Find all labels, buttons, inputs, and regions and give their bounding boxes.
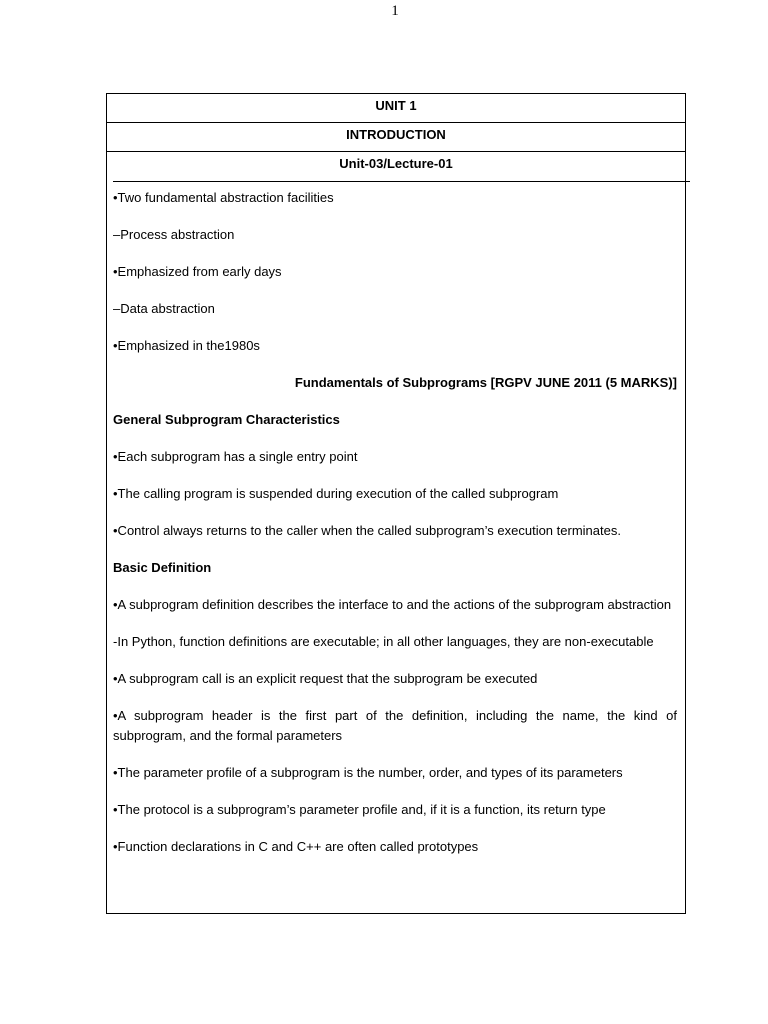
bullet-caller-suspended: •The calling program is suspended during execution of the called subprogram bbox=[113, 486, 559, 501]
bullet-entry-point: •Each subprogram has a single entry point bbox=[113, 449, 358, 464]
bullet-subprogram-header: •A subprogram header is the first part of the definition, including the name, the kind of subprogram, and the formal parameters bbox=[113, 708, 677, 743]
section-title-row bbox=[107, 123, 685, 152]
section-heading-fundamentals: Fundamentals of Subprograms [RGPV JUNE 2011 (5 MARKS)] bbox=[294, 375, 677, 390]
heading-characteristics: General Subprogram Characteristics bbox=[113, 412, 340, 427]
bullet-early-days: •Emphasized from early days bbox=[113, 264, 282, 279]
bullet-prototypes: •Function declarations in C and C++ are often called prototypes bbox=[113, 839, 479, 854]
item-process-abstraction: –Process abstraction bbox=[113, 227, 235, 242]
bullet-subprogram-call: •A subprogram call is an explicit request that the subprogram be executed bbox=[113, 671, 538, 686]
bullet-control-returns: •Control always returns to the caller when the called subprogram’s execution terminates. bbox=[113, 523, 621, 538]
bullet-definition: •A subprogram definition describes the interface to and the actions of the subprogram abstraction bbox=[113, 597, 672, 612]
header-divider bbox=[113, 181, 690, 182]
lecture-title: Unit-03/Lecture-01 bbox=[339, 156, 453, 171]
bullet-protocol: •The protocol is a subprogram’s parameter profile and, if it is a function, its return type bbox=[113, 802, 606, 817]
bullet-abstraction-facilities: •Two fundamental abstraction facilities bbox=[113, 190, 334, 205]
item-python-definitions: -In Python, function definitions are executable; in all other languages, they are non-executable bbox=[113, 634, 654, 649]
unit-title: UNIT 1 bbox=[375, 98, 417, 113]
page-number: 1 bbox=[391, 3, 399, 19]
unit-title-row bbox=[107, 94, 685, 123]
bullet-1980s: •Emphasized in the1980s bbox=[113, 338, 260, 353]
lecture-title-row bbox=[107, 152, 685, 180]
document-body bbox=[113, 188, 677, 874]
item-data-abstraction: –Data abstraction bbox=[113, 301, 215, 316]
heading-basic-definition: Basic Definition bbox=[113, 560, 212, 575]
section-title: INTRODUCTION bbox=[346, 127, 446, 142]
bullet-parameter-profile: •The parameter profile of a subprogram is the number, order, and types of its parameters bbox=[113, 765, 623, 780]
